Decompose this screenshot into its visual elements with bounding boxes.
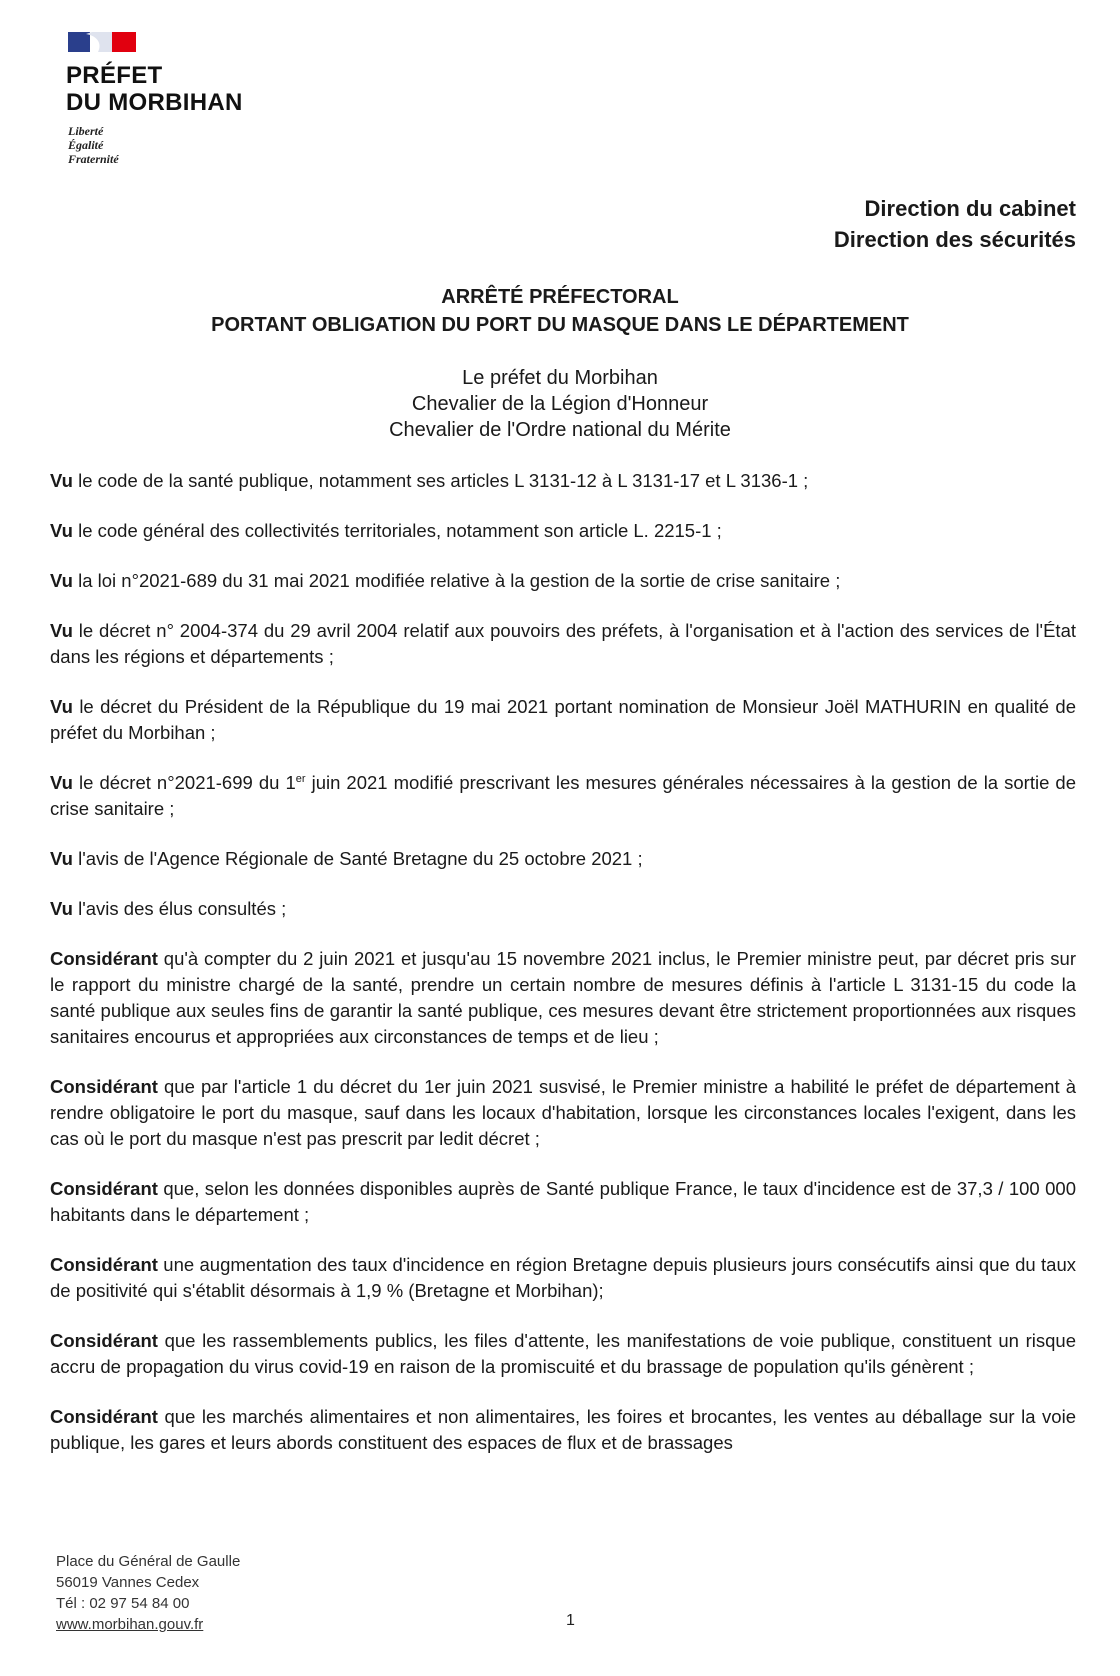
paragraph-text: une augmentation des taux d'incidence en région Bretagne depuis plusieurs jours consécutifs ainsi que du taux de positivité qui s'établit désormais à 1,9 % (Bretagne et Morbihan); xyxy=(50,1254,1076,1301)
document-title xyxy=(0,283,1120,339)
prefect-line-2: Chevalier de la Légion d'Honneur xyxy=(411,393,709,415)
paragraph-text: qu'à compter du 2 juin 2021 et jusqu'au 15 novembre 2021 inclus, le Premier ministre peut, par décret pris sur le rapport du ministre chargé de la santé, prendre un certain nombre de mesures définis à l'article L 3131-15 du code la santé publique aux seules fins de garantir la santé publique, ces mesures devant être strictement proportionnées aux risques sanitaires encourus et appropriées aux circonstances de temps et de lieu ; xyxy=(50,948,1076,1047)
paragraph-text: que par l'article 1 du décret du 1er juin 2021 susvisé, le Premier ministre a habilité le préfet de département à rendre obligatoire le port du masque, sauf dans les locaux d'habitation, lorsque les circonstances locales l'exigent, dans les cas où le port du masque n'est pas prescrit par ledit décret ; xyxy=(50,1076,1076,1149)
paragraph xyxy=(50,946,1076,1050)
paragraph-lead: Vu xyxy=(50,470,73,491)
paragraph-text: juin 2021 modifié prescrivant les mesures générales nécessaires à la gestion de la sortie de crise sanitaire ; xyxy=(50,772,1076,819)
paragraph-lead: Considérant xyxy=(50,948,158,969)
ordinal-superscript: er xyxy=(295,772,306,785)
issuing-direction xyxy=(834,193,1076,255)
paragraph-lead: Vu xyxy=(50,520,73,541)
paragraph-lead: Considérant xyxy=(50,1178,158,1199)
paragraph-text: le décret du Président de la République du 19 mai 2021 portant nomination de Monsieur Joël MATHURIN en qualité de préfet du Morbihan ; xyxy=(50,696,1076,743)
paragraph-text: l'avis des élus consultés ; xyxy=(72,898,287,919)
paragraph-lead: Vu xyxy=(50,696,73,717)
paragraph-text: le décret n°2021-699 du 1 xyxy=(72,772,296,793)
paragraph xyxy=(50,568,1076,594)
paragraph-lead: Considérant xyxy=(50,1330,158,1351)
paragraph-lead: Vu xyxy=(50,848,73,869)
paragraph-lead: Vu xyxy=(50,772,73,793)
title-line-1: ARRÊTÉ PRÉFECTORAL xyxy=(441,286,679,308)
motto-liberte: Liberté xyxy=(68,124,104,138)
paragraph xyxy=(50,896,1076,922)
republic-motto xyxy=(68,124,119,166)
address-line-2: 56019 Vannes Cedex xyxy=(56,1574,200,1591)
address-line-1: Place du Général de Gaulle xyxy=(56,1553,241,1570)
paragraph xyxy=(50,1176,1076,1228)
motto-egalite: Égalité xyxy=(68,138,104,152)
paragraph-text: que les marchés alimentaires et non alimentaires, les foires et brocantes, les ventes au déballage sur la voie publique, les gares et leurs abords constituent des espaces de flux et de brassages xyxy=(50,1406,1076,1453)
paragraph-text: le décret n° 2004-374 du 29 avril 2004 relatif aux pouvoirs des préfets, à l'organisation et à l'action des services de l'État dans les régions et départements ; xyxy=(50,620,1076,667)
paragraph xyxy=(50,1252,1076,1304)
paragraph-lead: Vu xyxy=(50,570,73,591)
paragraph-lead: Vu xyxy=(50,620,73,641)
phone-number: Tél : 02 97 54 84 00 xyxy=(56,1595,190,1612)
paragraph xyxy=(50,1328,1076,1380)
motto-fraternite: Fraternité xyxy=(68,152,119,166)
footer-address xyxy=(56,1551,240,1635)
paragraph-lead: Vu xyxy=(50,898,73,919)
paragraph-text: la loi n°2021-689 du 31 mai 2021 modifiée relative à la gestion de la sortie de crise sanitaire ; xyxy=(72,570,841,591)
paragraph-lead: Considérant xyxy=(50,1406,158,1427)
paragraph xyxy=(50,770,1076,822)
prefect-line-3: Chevalier de l'Ordre national du Mérite xyxy=(389,419,731,441)
marianne-flag-icon xyxy=(68,30,136,54)
document-body xyxy=(50,468,1076,1480)
paragraph xyxy=(50,694,1076,746)
direction-line-1: Direction du cabinet xyxy=(864,196,1076,221)
paragraph xyxy=(50,468,1076,494)
paragraph xyxy=(50,1074,1076,1152)
paragraph-text: que, selon les données disponibles auprès de Santé publique France, le taux d'incidence est de 37,3 / 100 000 habitants dans le département ; xyxy=(50,1178,1076,1225)
paragraph xyxy=(50,1404,1076,1456)
page-number: 1 xyxy=(566,1612,575,1629)
prefecture-name xyxy=(66,62,243,116)
paragraph-text: que les rassemblements publics, les files d'attente, les manifestations de voie publique, constituent un risque accru de propagation du virus covid-19 en raison de la promiscuité et du brassage de population qu'ils génèrent ; xyxy=(50,1330,1076,1377)
paragraph xyxy=(50,518,1076,544)
prefecture-line-1: PRÉFET xyxy=(66,62,163,89)
prefect-line-1: Le préfet du Morbihan xyxy=(462,367,658,389)
direction-line-2: Direction des sécurités xyxy=(833,227,1076,252)
paragraph-text: le code de la santé publique, notamment ses articles L 3131-12 à L 3131-17 et L 3136-1 ; xyxy=(72,470,809,491)
paragraph-text: le code général des collectivités territoriales, notamment son article L. 2215-1 ; xyxy=(72,520,722,541)
paragraph xyxy=(50,618,1076,670)
paragraph-lead: Considérant xyxy=(50,1254,158,1275)
paragraph-text: l'avis de l'Agence Régionale de Santé Bretagne du 25 octobre 2021 ; xyxy=(72,848,643,869)
paragraph xyxy=(50,846,1076,872)
prefecture-line-2: DU MORBIHAN xyxy=(66,89,243,116)
website-link[interactable]: www.morbihan.gouv.fr xyxy=(56,1616,204,1633)
prefect-titles xyxy=(0,365,1120,443)
paragraph-lead: Considérant xyxy=(50,1076,158,1097)
title-line-2: PORTANT OBLIGATION DU PORT DU MASQUE DANS LE DÉPARTEMENT xyxy=(211,314,909,336)
